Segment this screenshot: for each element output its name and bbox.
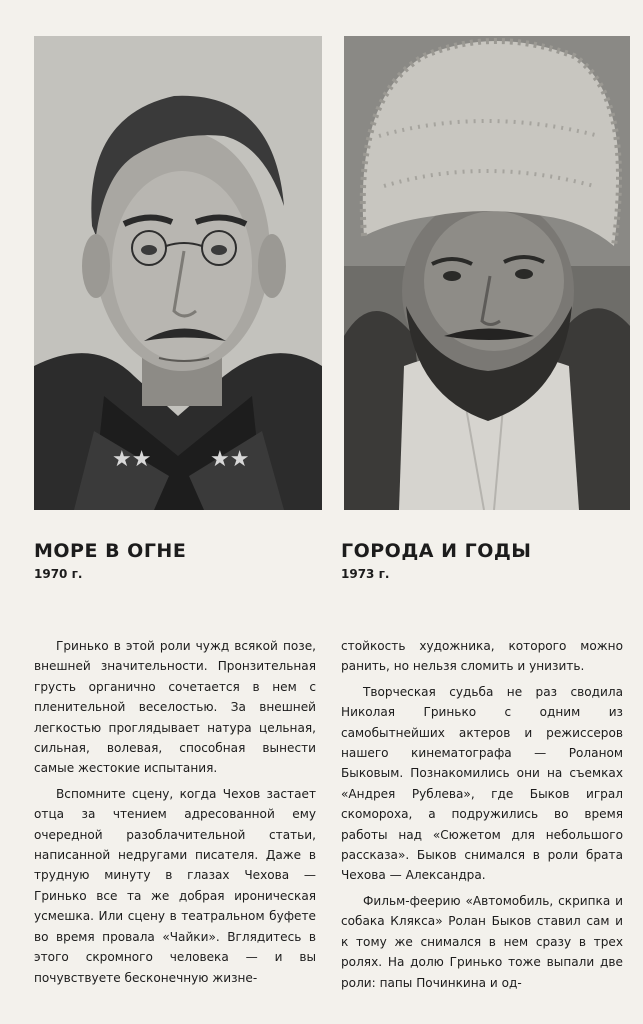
svg-text:★★: ★★ bbox=[210, 447, 250, 472]
svg-text:★★: ★★ bbox=[112, 447, 152, 472]
paragraph: Творческая судьба не раз сводила Николая Гринько с одним из самобытнейших актеров и режиссеров нашего кинематографа — Роланом Быковым. Познакомились они на съемках «Андрея Рублева», где Быков играл скомороха, а подружились во время работы над «Сюжетом для небольшого рассказа». Быков снимался в роли брата Чехова — Александра. bbox=[341, 684, 623, 883]
paragraph: Вспомните сцену, когда Чехов застает отца за чтением адресованной ему очередной разоблачительной статьи, написанной недругами писателя. Даже в трудную минуту в глазах Чехова — Гринько все та же добрая ироническая усмешка. Или сцену в театральном буфете во время провала «Чайки». Вглядитесь в этого скромного человека — и вы почувствуете бесконечную жизне- bbox=[34, 786, 316, 985]
film-title-right: ГОРОДА И ГОДЫ bbox=[341, 540, 532, 562]
paragraph: Фильм-феерию «Автомобиль, скрипка и собака Клякса» Ролан Быков ставил сам и к тому же снимался в нем сразу в трех ролях. На долю Гринько тоже выпали две роли: папы Починкина и од- bbox=[341, 893, 623, 990]
film-title-left: МОРЕ В ОГНЕ bbox=[34, 540, 187, 562]
photo-officer-portrait bbox=[34, 36, 322, 510]
film-year-right: 1973 г. bbox=[341, 567, 390, 581]
article-column-left bbox=[34, 636, 316, 988]
officer-portrait-image bbox=[34, 36, 322, 510]
article-column-right bbox=[341, 636, 623, 993]
bearded-man-portrait-image bbox=[344, 36, 630, 510]
photo-bearded-man-portrait bbox=[344, 36, 630, 510]
film-year-left: 1970 г. bbox=[34, 567, 83, 581]
paragraph: Гринько в этой роли чужд всякой позе, внешней значительности. Пронзительная грусть органично сочетается в нем с пленительной веселостью. За внешней легкостью проглядывает натура цельная, сильная, волевая, способная вынести самые жестокие испытания. bbox=[34, 639, 316, 776]
paragraph: стойкость художника, которого можно ранить, но нельзя сломить и унизить. bbox=[341, 639, 623, 674]
